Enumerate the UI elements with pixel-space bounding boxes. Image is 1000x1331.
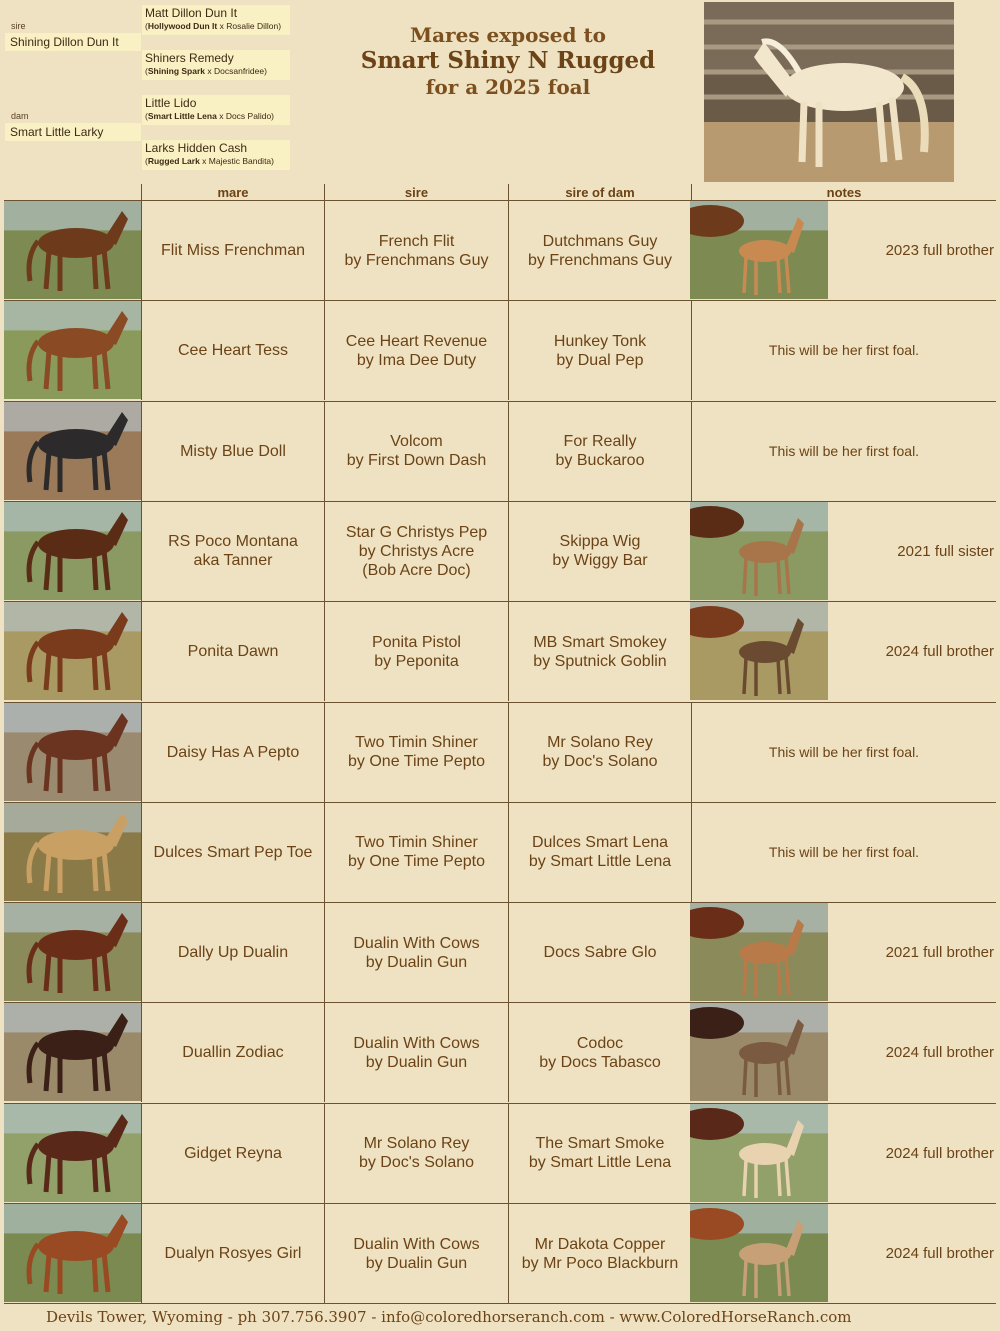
mare-sire: Ponita Pistol by Peponita [372,633,461,670]
mare-sire: French Flit by Frenchmans Guy [344,232,489,269]
mare-name: Ponita Dawn [187,643,279,661]
mare-photo [4,502,141,600]
mare-sire-of-dam-cell [508,703,691,802]
mare-name-cell [141,1104,324,1203]
mare-name: Dualyn Rosyes Girl [164,1245,302,1262]
mare-name-cell [141,1204,324,1303]
pedigree-dam-sire: Little Lido (Smart Little Lena x Docs Palido) [142,95,290,125]
mare-sire-of-dam-cell [508,402,691,501]
column-header-sire-of-dam: sire of dam [508,184,691,200]
mare-name-cell [141,201,324,300]
table-row [4,1002,996,1102]
mare-name-cell [141,602,324,701]
note: This will be her first foal. [768,342,920,359]
column-header-sire: sire [324,184,508,200]
mare-name: Dulces Smart Pep Toe [153,843,313,861]
mare-name-cell [141,1003,324,1102]
note: 2024 full brother [885,1044,994,1062]
foal-photo [690,502,828,600]
mare-sire: Mr Solano Rey by Doc's Solano [358,1135,475,1172]
mare-sire-cell [324,402,508,501]
mare-sire: Dualin With Cows by Dualin Gun [353,1034,480,1071]
note: This will be her first foal. [768,442,920,459]
mare-name-cell [141,803,324,902]
column-header-notes: notes [691,184,996,200]
note: 2023 full brother [885,242,994,259]
note: 2024 full brother [885,643,994,661]
note-cell [691,301,996,400]
mare-photo [4,1104,141,1202]
mare-sire: Dualin With Cows by Dualin Gun [353,934,480,971]
mare-sire-of-dam: Dulces Smart Lena by Smart Little Lena [528,834,672,871]
foal-photo [690,201,828,299]
mare-sire: Two Timin Shiner by One Time Pepto [348,734,485,770]
mare-sire-of-dam: Mr Dakota Copper by Mr Poco Blackburn [521,1235,679,1272]
note: 2021 full brother [885,944,994,962]
pedigree-sire-sire: Matt Dillon Dun It (Hollywood Dun It x Rosalie Dillon) [142,5,290,35]
note: 2024 full brother [885,1245,994,1262]
mare-sire-cell [324,1204,508,1303]
column-header-mare: mare [141,184,324,200]
pedigree-name: Matt Dillon Dun It [145,6,238,20]
note: This will be her first foal. [768,743,920,760]
mare-sire-of-dam-cell [508,602,691,701]
mare-name: Flit Miss Frenchman [160,242,306,259]
foal-photo [690,1204,828,1302]
note-cell [691,402,996,501]
footer-contact: Devils Tower, Wyoming - ph 307.756.3907 - info@coloredhorseranch.com - www.ColoredHorseRanch.com [4,1303,996,1330]
mare-sire: Volcom by First Down Dash [346,433,487,470]
mare-name-cell [141,903,324,1002]
mare-sire-of-dam: Dutchmans Guy by Frenchmans Guy [527,232,673,269]
mare-name: RS Poco Montana aka Tanner [168,533,298,570]
dam-label: dam [11,111,29,121]
mare-sire-of-dam: The Smart Smoke by Smart Little Lena [528,1135,672,1172]
mare-name: Misty Blue Doll [180,442,286,460]
table-row [4,702,996,802]
pedigree-parent: Smart Little Lena [147,111,217,121]
pedigree-parent: Hollywood Dun It [147,21,218,31]
table-row [4,1103,996,1203]
stallion-sire-name: Shining Dillon Dun It [5,33,141,51]
mare-sire-of-dam: Mr Solano Rey by Doc's Solano [542,734,658,770]
mare-sire: Two Timin Shiner by One Time Pepto [348,834,485,871]
pedigree-chart [5,3,293,173]
table-row [4,501,996,601]
note: This will be her first foal. [768,843,920,860]
title-line-1: Mares exposed to [409,23,607,47]
pedigree-name: Shiners Remedy [145,51,234,65]
mare-photo [4,1003,141,1101]
mare-sire-cell [324,602,508,701]
foal-photo [690,602,828,700]
mare-name: Gidget Reyna [184,1144,282,1162]
table-row [4,902,996,1002]
pedigree-parent: Docs Palido [225,111,272,121]
pedigree-parent: Shining Spark [147,66,205,76]
pedigree-parent: Docsanfridee [214,66,265,76]
sire-label: sire [11,21,26,31]
mare-photo [4,903,141,1001]
mare-name: Duallin Zodiac [182,1044,284,1062]
mare-sire-cell [324,1003,508,1102]
mare-sire-of-dam: MB Smart Smokey by Sputnick Goblin [533,633,667,670]
mare-name: Dally Up Dualin [177,944,289,962]
note: 2024 full brother [885,1144,994,1162]
table-row [4,401,996,501]
mare-sire-cell [324,502,508,601]
note-cell [691,703,996,802]
title-line-3: for a 2025 foal [425,75,591,99]
mare-photo [4,703,141,801]
mare-sire-cell [324,703,508,802]
mare-sire-of-dam: Codoc by Docs Tabasco [539,1034,661,1071]
stallion-photo [704,2,954,182]
mare-sire-of-dam-cell [508,803,691,902]
page-title [330,22,686,100]
mare-sire-of-dam: Skippa Wig by Wiggy Bar [552,533,648,570]
mare-photo [4,803,141,901]
mare-photo [4,301,141,399]
table-row [4,802,996,902]
foal-photo [690,1003,828,1101]
mare-sire: Star G Christys Pep by Christys Acre (Bob Acre Doc) [345,523,488,579]
mare-sire-cell [324,1104,508,1203]
mare-photo [4,402,141,500]
title-stallion-name: Smart Shiny N Rugged [360,47,656,74]
mare-sire: Cee Heart Revenue by Ima Dee Duty [345,332,488,369]
note-cell [691,803,996,902]
mare-sire-of-dam-cell [508,903,691,1002]
mare-sire-of-dam-cell [508,1204,691,1303]
pedigree-name: Little Lido [145,96,197,110]
pedigree-parent: Rosalie Dillon [226,21,279,31]
mare-sire-cell [324,201,508,300]
table-row [4,1203,996,1303]
pedigree-parent: Rugged Lark [147,156,200,166]
mare-name-cell [141,502,324,601]
note: 2021 full sister [897,542,994,560]
mare-sire-of-dam: For Really by Buckaroo [555,433,645,470]
pedigree-parent: Majestic Bandita [208,156,272,166]
foal-photo [690,903,828,1001]
pedigree-sire-dam: Shiners Remedy (Shining Spark x Docsanfridee) [142,50,290,80]
mare-sire-of-dam-cell [508,1104,691,1203]
mare-sire-cell [324,301,508,400]
table-row [4,300,996,400]
mare-name: Cee Heart Tess [178,342,288,360]
table-row [4,200,996,300]
mare-name-cell [141,402,324,501]
table-row [4,601,996,701]
mare-sire-of-dam-cell [508,201,691,300]
mare-photo [4,201,141,299]
mare-name-cell [141,301,324,400]
pedigree-name: Larks Hidden Cash [145,141,248,155]
mare-sire-of-dam-cell [508,301,691,400]
mare-name-cell [141,703,324,802]
mare-sire-of-dam: Hunkey Tonk by Dual Pep [553,332,647,369]
pedigree-dam-dam: Larks Hidden Cash (Rugged Lark x Majestic Bandita) [142,140,290,170]
mare-sire-cell [324,803,508,902]
stallion-dam-name: Smart Little Larky [5,123,141,141]
mare-name: Daisy Has A Pepto [166,743,300,761]
mare-sire-cell [324,903,508,1002]
mare-sire-of-dam-cell [508,502,691,601]
mare-sire-of-dam-cell [508,1003,691,1102]
mare-sire-of-dam: Docs Sabre Glo [543,944,657,962]
foal-photo [690,1104,828,1202]
mare-photo [4,1204,141,1302]
mare-sire: Dualin With Cows by Dualin Gun [353,1235,480,1272]
mare-photo [4,602,141,700]
